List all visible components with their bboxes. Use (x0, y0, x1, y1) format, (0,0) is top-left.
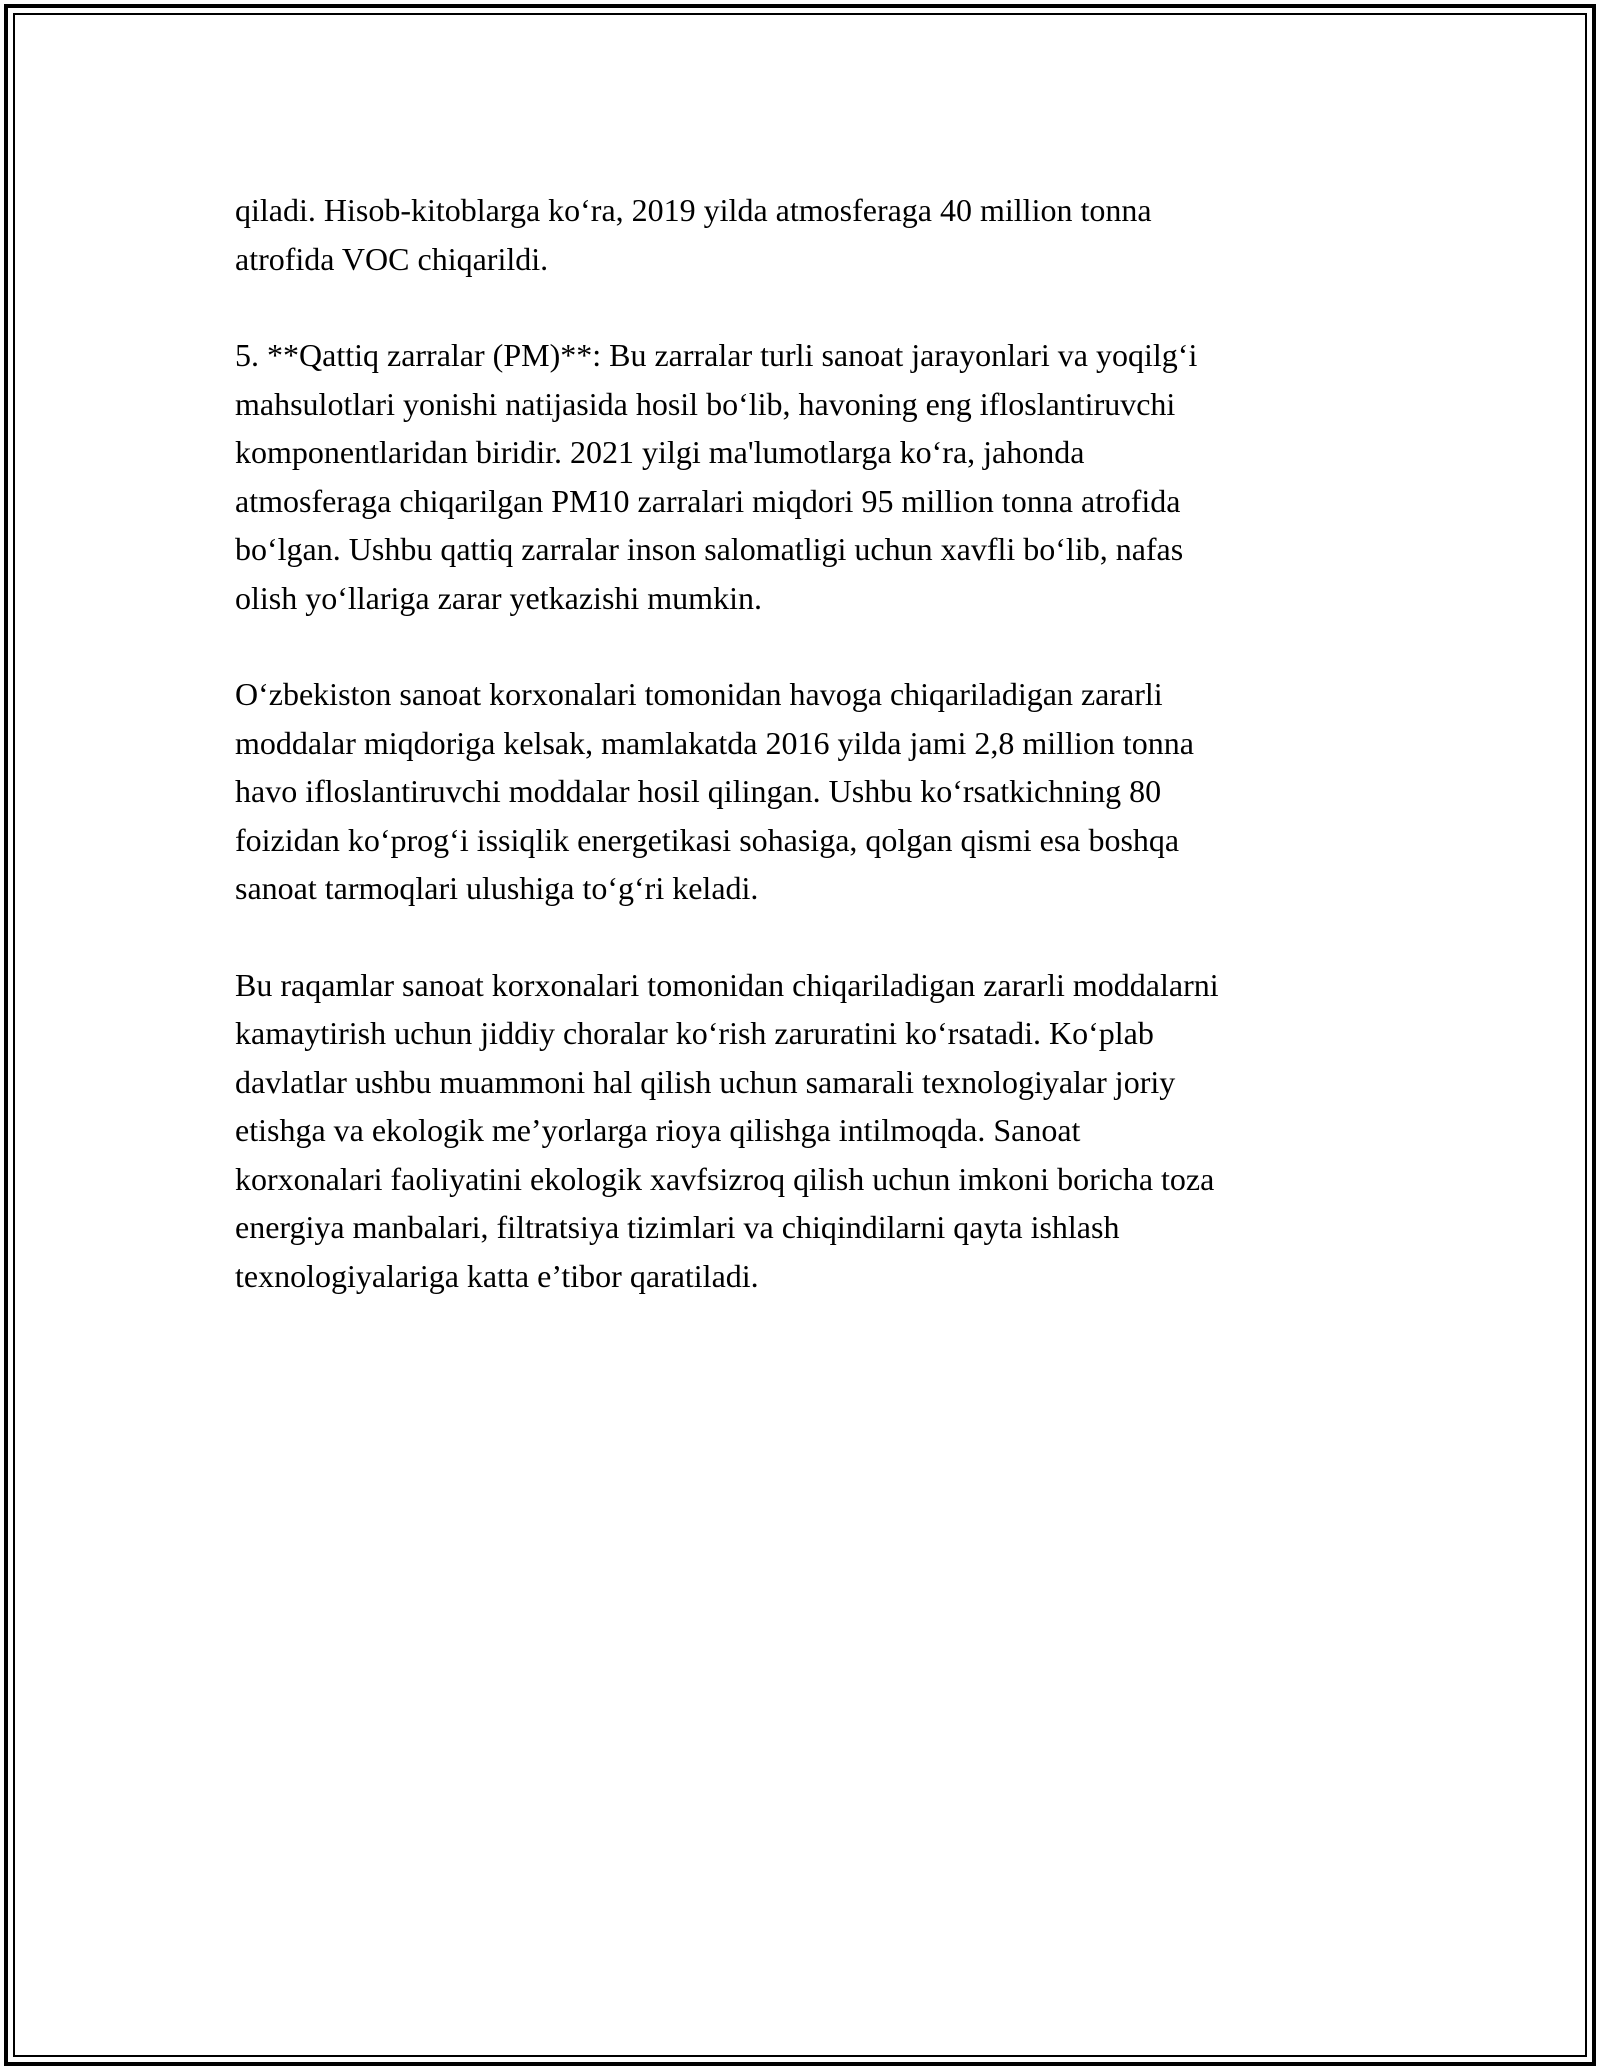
text-line: foizidan ko‘prog‘i issiqlik energetikasi sohasiga, qolgan qismi esa boshqa (235, 821, 1180, 858)
text-line: bo‘lgan. Ushbu qattiq zarralar inson salomatligi uchun xavfli bo‘lib, nafas (235, 531, 1184, 567)
text-line: texnologiyalariga katta e’tibor qaratiladi. (235, 1257, 759, 1294)
text-line: etishga va ekologik me’yorlarga rioya qilishga intilmoqda. Sanoat (235, 1112, 1081, 1148)
paragraph-particulate-matter (235, 331, 1375, 622)
text-line: komponentlaridan biridir. 2021 yilgi ma'lumotlarga ko‘ra, jahonda (235, 434, 1085, 470)
text-line: davlatlar ushbu muammoni hal qilish uchun samarali texnologiyalar joriy (235, 1063, 1176, 1100)
paragraph-voc-continuation (235, 186, 1375, 283)
text-line: 5. **Qattiq zarralar (PM)**: Bu zarralar turli sanoat jarayonlari va yoqilg‘i (235, 337, 1198, 373)
text-line: moddalar miqdoriga kelsak, mamlakatda 2016 yilda jami 2,8 million tonna (235, 724, 1194, 761)
paragraph-uzbekistan-emissions (235, 670, 1375, 913)
text-line: atrofida VOC chiqarildi. (235, 240, 549, 277)
text-line: atmosferaga chiqarilgan PM10 zarralari miqdori 95 million tonna atrofida (235, 482, 1181, 519)
text-line: mahsulotlari yonishi natijasida hosil bo‘lib, havoning eng ifloslantiruvchi (235, 385, 1176, 422)
text-line: qiladi. Hisob-kitoblarga ko‘ra, 2019 yilda atmosferaga 40 million tonna (235, 192, 1152, 228)
text-line: energiya manbalari, filtratsiya tizimlari va chiqindilarni qayta ishlash (235, 1209, 1120, 1245)
text-line: korxonalari faoliyatini ekologik xavfsizroq qilish uchun imkoni boricha toza (235, 1160, 1215, 1197)
text-line: sanoat tarmoqlari ulushiga to‘g‘ri keladi. (235, 870, 759, 906)
document-body (235, 186, 1375, 1348)
text-line: havo ifloslantiruvchi moddalar hosil qilingan. Ushbu ko‘rsatkichning 80 (235, 773, 1162, 809)
text-line: O‘zbekiston sanoat korxonalari tomonidan havoga chiqariladigan zararli (235, 676, 1163, 712)
text-line: Bu raqamlar sanoat korxonalari tomonidan chiqariladigan zararli moddalarni (235, 966, 1219, 1003)
text-line: olish yo‘llariga zarar yetkazishi mumkin. (235, 579, 762, 616)
paragraph-conclusion (235, 961, 1375, 1301)
text-line: kamaytirish uchun jiddiy choralar ko‘rish zaruratini ko‘rsatadi. Ko‘plab (235, 1015, 1154, 1051)
